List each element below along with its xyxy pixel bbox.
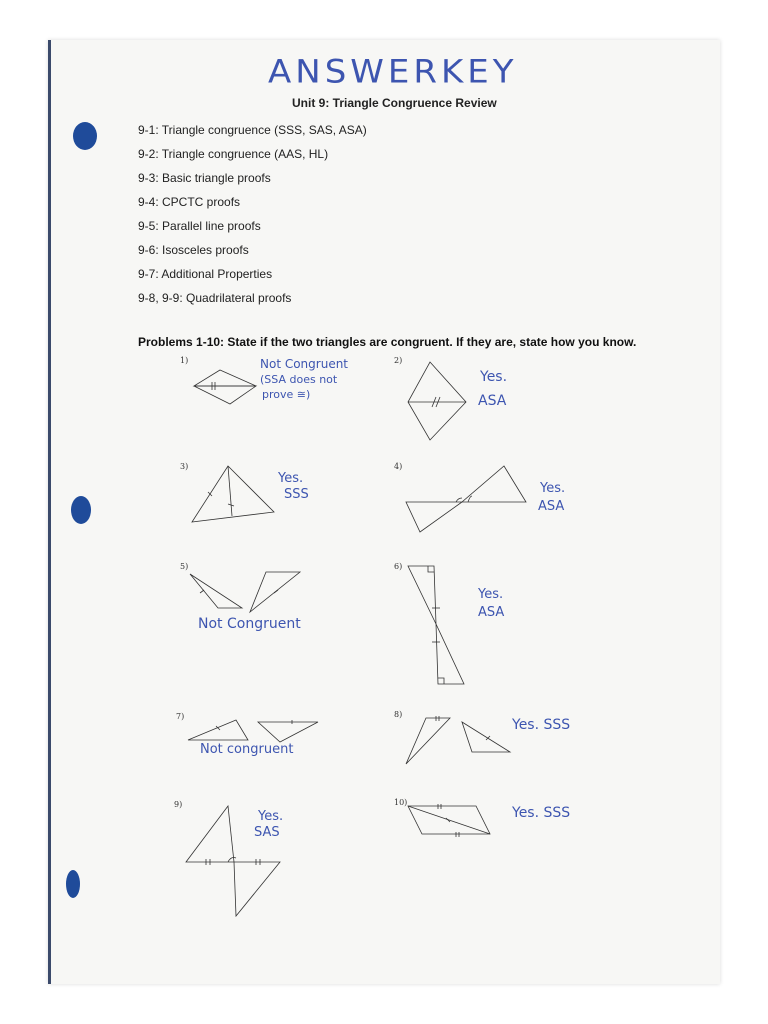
- topic-item: 9-1: Triangle congruence (SSS, SAS, ASA): [138, 123, 367, 137]
- page-edge: [48, 40, 51, 984]
- hole-punch-middle: [71, 496, 91, 524]
- topic-list: [138, 120, 367, 312]
- problem-3-figure: [192, 466, 276, 524]
- problem-7-figure: [188, 718, 322, 744]
- problem-1-answer-line3: prove ≅): [262, 388, 311, 401]
- problem-4-answer-line2: ASA: [538, 499, 565, 514]
- problem-9-number: 9): [174, 800, 183, 809]
- problem-10-answer: Yes. SSS: [512, 805, 571, 821]
- topic-item: 9-4: CPCTC proofs: [138, 195, 241, 209]
- problem-8-figure: [406, 716, 512, 766]
- problem-2-answer-line2: ASA: [478, 393, 507, 409]
- problem-5-number: 5): [180, 562, 189, 571]
- problem-5-answer: Not Congruent: [198, 616, 301, 632]
- problem-5-figure: [190, 570, 302, 614]
- problem-6-answer-line2: ASA: [478, 605, 505, 620]
- instructions: Problems 1-10: State if the two triangles are congruent. If they are, state how you know.: [138, 335, 637, 349]
- problem-2-answer-line1: Yes.: [480, 369, 508, 385]
- problem-9-answer-line2: SAS: [254, 825, 280, 840]
- problem-8-number: 8): [394, 710, 403, 719]
- topic-item: 9-2: Triangle congruence (AAS, HL): [138, 147, 329, 161]
- problem-1-answer-line1: Not Congruent: [260, 357, 349, 371]
- problem-3-answer-line2: SSS: [284, 487, 309, 502]
- problem-1-answer-line2: (SSA does not: [260, 373, 338, 386]
- problem-2-figure: [406, 362, 468, 442]
- hole-punch-top: [73, 122, 97, 150]
- topic-item: 9-8, 9-9: Quadrilateral proofs: [138, 291, 292, 305]
- problem-8-answer: Yes. SSS: [512, 717, 571, 733]
- topic-item: 9-6: Isosceles proofs: [138, 243, 249, 257]
- problem-9-answer-line1: Yes.: [258, 809, 284, 824]
- problem-6-number: 6): [394, 562, 403, 571]
- problem-4-figure: [406, 466, 528, 536]
- problem-3-number: 3): [180, 462, 189, 471]
- problem-1-figure: [190, 370, 260, 415]
- problem-1-number: 1): [180, 356, 189, 365]
- problem-2-number: 2): [394, 356, 403, 365]
- unit-title: Unit 9: Triangle Congruence Review: [292, 96, 497, 110]
- topic-item: 9-7: Additional Properties: [138, 267, 273, 281]
- problem-4-answer-line1: Yes.: [540, 481, 566, 496]
- handwritten-title: ANSWERKEY: [268, 53, 518, 91]
- topic-item: 9-5: Parallel line proofs: [138, 219, 261, 233]
- problem-7-answer: Not congruent: [200, 742, 294, 757]
- problem-4-number: 4): [394, 462, 403, 471]
- topic-item: 9-3: Basic triangle proofs: [138, 171, 271, 185]
- problem-3-answer-line1: Yes.: [278, 471, 304, 486]
- hole-punch-bottom: [66, 870, 80, 898]
- problem-7-number: 7): [176, 712, 185, 721]
- problem-10-number: 10): [394, 798, 408, 807]
- problem-6-figure: [408, 566, 466, 686]
- problem-6-answer-line1: Yes.: [478, 587, 504, 602]
- problem-10-figure: [408, 804, 492, 836]
